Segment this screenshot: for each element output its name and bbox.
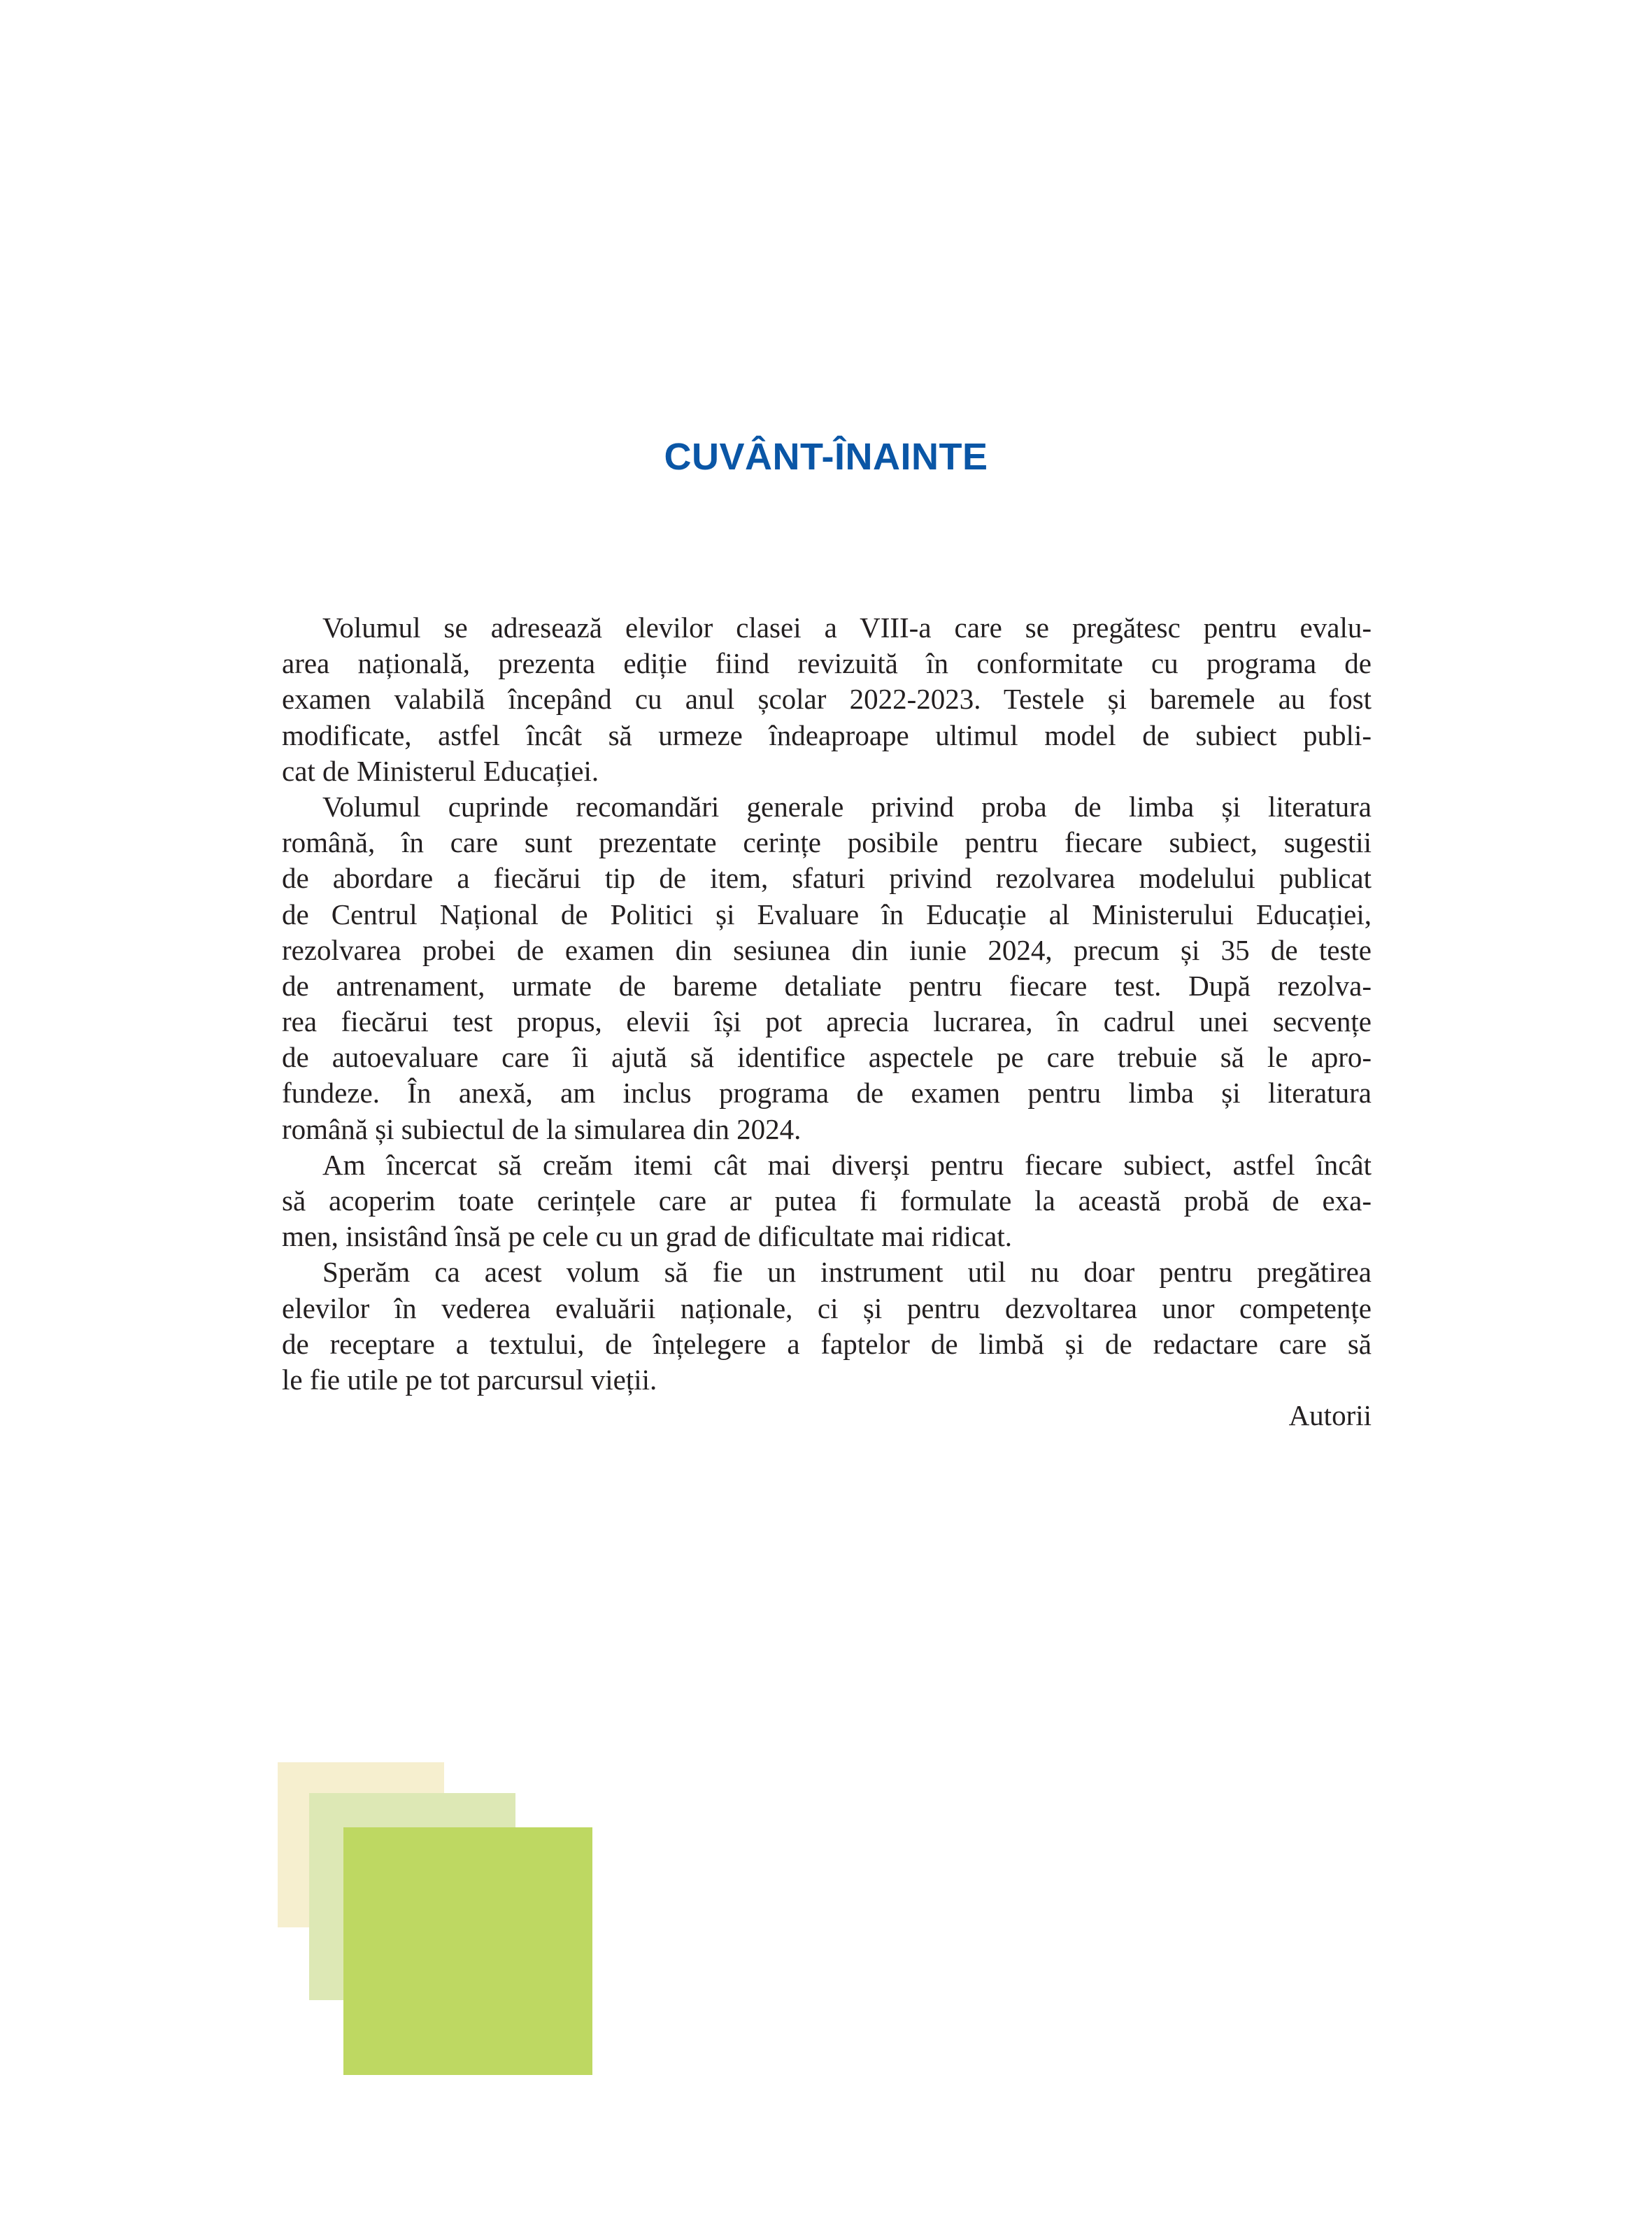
paragraph-2 [282, 789, 1372, 1147]
text-line: rea fiecărui test propus, elevii își pot aprecia lucrarea, în cadrul unei secvențe [282, 1005, 1372, 1038]
text-line: men, insistând însă pe cele cu un grad de dificultate mai ridicat. [282, 1220, 1012, 1253]
text-line: de Centrul Național de Politici și Evaluare în Educație al Ministerului Educației, [282, 898, 1372, 930]
text-line: de abordare a fiecărui tip de item, sfaturi privind rezolvarea modelului publicat [282, 862, 1372, 895]
text-line: de autoevaluare care îi ajută să identifice aspectele pe care trebuie să le apro- [282, 1041, 1372, 1074]
text-line: cat de Ministerul Educației. [282, 754, 599, 787]
text-line: modificate, astfel încât să urmeze îndeaproape ultimul model de subiect publi- [282, 718, 1372, 751]
text-line: Am încercat să creăm itemi cât mai diverși pentru fiecare subiect, astfel încât [322, 1148, 1372, 1181]
text-line: să acoperim toate cerințele care ar putea fi formulate la această probă de exa- [282, 1184, 1372, 1217]
text-line: elevilor în vederea evaluării naționale, ci și pentru dezvoltarea unor competențe [282, 1291, 1372, 1324]
signature: Autorii [1288, 1399, 1372, 1432]
text-line: rezolvarea probei de examen din sesiunea din iunie 2024, precum și 35 de teste [282, 933, 1372, 966]
text-line: Volumul se adresează elevilor clasei a VIII-a care se pregătesc pentru evalu- [322, 611, 1372, 644]
paragraph-4 [282, 1254, 1372, 1398]
text-line: de receptare a textului, de înțelegere a faptelor de limbă și de redactare care să [282, 1327, 1372, 1360]
text-line: Volumul cuprinde recomandări generale privind proba de limba și literatura [322, 790, 1372, 823]
text-line: română, în care sunt prezentate cerințe posibile pentru fiecare subiect, sugestii [282, 826, 1372, 859]
paragraph-1 [282, 610, 1372, 789]
paragraph-3 [282, 1147, 1372, 1255]
text-line: de antrenament, urmate de bareme detaliate pentru fiecare test. După rezolva- [282, 969, 1372, 1002]
decorative-square-green [343, 1827, 592, 2075]
text-line: română și subiectul de la simularea din 2024. [282, 1112, 802, 1145]
text-line: examen valabilă începând cu anul școlar 2022-2023. Testele și baremele au fost [282, 683, 1372, 716]
text-line: fundeze. În anexă, am inclus programa de examen pentru limba și literatura [282, 1077, 1372, 1110]
text-line: area națională, prezenta ediție fiind revizuită în conformitate cu programa de [282, 647, 1372, 680]
text-line: Sperăm ca acest volum să fie un instrument util nu doar pentru pregătirea [322, 1256, 1372, 1289]
page-title: CUVÂNT-ÎNAINTE [664, 436, 988, 478]
text-line: le fie utile pe tot parcursul vieții. [282, 1363, 657, 1396]
foreword-body [282, 610, 1372, 1433]
